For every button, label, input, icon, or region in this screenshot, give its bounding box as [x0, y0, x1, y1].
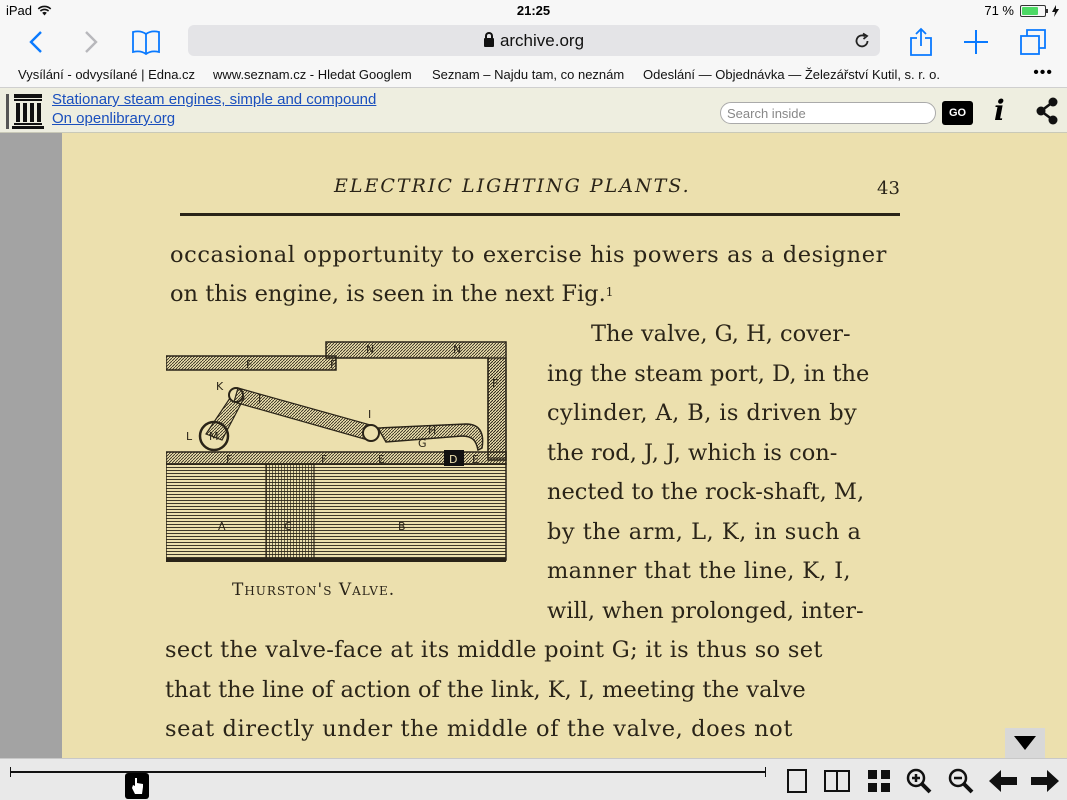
figure-label: I	[368, 408, 372, 421]
book-page	[62, 133, 1067, 758]
share-icon[interactable]	[905, 26, 937, 58]
previous-page-icon[interactable]	[988, 767, 1018, 795]
figure-label: F	[226, 453, 233, 466]
more-bookmarks-icon[interactable]: •••	[1033, 64, 1053, 81]
figure-label: N	[453, 343, 462, 356]
chevron-right-icon[interactable]	[75, 26, 107, 58]
address-bar[interactable]	[188, 25, 880, 56]
tabs-icon[interactable]	[1017, 26, 1049, 58]
plus-icon[interactable]	[960, 26, 992, 58]
text-line: occasional opportunity to exercise his powers as a designer	[170, 242, 887, 268]
clock: 21:25	[516, 3, 551, 18]
battery-percent: 71 %	[984, 3, 1014, 18]
figure-label: B	[398, 520, 406, 533]
figure-label: A	[218, 520, 226, 533]
thurstons-valve-figure	[166, 340, 512, 570]
figure-label: D	[449, 453, 458, 466]
one-page-view-icon[interactable]	[782, 767, 812, 795]
book-reader	[0, 133, 1067, 758]
figure-label: H	[428, 424, 437, 437]
bookmark-item[interactable]: Seznam – Najdu tam, co neznám	[432, 67, 625, 82]
text-line-content: on this engine, is seen in the next Fig.	[170, 281, 606, 307]
reload-icon[interactable]	[850, 29, 874, 53]
figure-label: L	[186, 430, 193, 443]
text-line: cylinder, A, B, is driven by	[547, 400, 858, 426]
text-line: manner that the line, K, I,	[547, 558, 851, 584]
figure-label: K	[216, 380, 224, 393]
next-page-icon[interactable]	[1030, 767, 1060, 795]
figure-label: M	[209, 430, 219, 443]
device-name: iPad	[6, 3, 33, 18]
hand-pointer-icon[interactable]	[125, 773, 149, 799]
text-line: the rod, J, J, which is con-	[547, 440, 838, 466]
figure-label: F	[321, 453, 328, 466]
figure-label: J	[258, 392, 262, 405]
running-head: ELECTRIC LIGHTING PLANTS.	[334, 175, 691, 197]
text-line: sect the valve-face at its middle point G; it is thus so set	[165, 637, 823, 663]
url-text: archive.org	[499, 30, 585, 50]
archive-header	[0, 88, 1067, 133]
figure-caption: Thurston's Valve.	[232, 580, 396, 600]
text-line: that the line of action of the link, K, I, meeting the valve	[165, 677, 806, 703]
bookmark-item[interactable]: Odeslání — Objednávka — Železářství Kutil, s. r. o.	[643, 67, 940, 82]
page-slider[interactable]	[10, 771, 766, 773]
browser-toolbar	[0, 22, 1067, 62]
share-network-icon[interactable]	[1034, 96, 1060, 126]
figure-label: F	[330, 358, 337, 371]
text-line	[170, 280, 613, 308]
figure-label: F	[492, 377, 499, 390]
figure-label: E	[472, 453, 479, 466]
reader-margin	[0, 133, 62, 758]
figure-label: F	[246, 358, 253, 371]
charging-bolt-icon	[1052, 5, 1059, 17]
bookmark-item[interactable]: www.seznam.cz - Hledat Googlem	[213, 67, 412, 82]
lock-icon	[484, 38, 494, 47]
figure-label: G	[418, 437, 427, 450]
chevron-left-icon[interactable]	[20, 26, 52, 58]
text-line: nected to the rock-shaft, M,	[547, 479, 865, 505]
book-icon[interactable]	[130, 26, 162, 58]
bookmark-item[interactable]: Vysílání - odvysílané | Edna.cz	[18, 67, 196, 82]
text-line: The valve, G, H, cover-	[591, 321, 851, 347]
header-rule	[180, 213, 900, 216]
figure-label: N	[366, 343, 375, 356]
footnote-marker: 1	[605, 285, 614, 299]
zoom-out-icon[interactable]	[946, 767, 976, 795]
text-line: by the arm, L, K, in such a	[547, 519, 862, 545]
status-bar	[0, 0, 1067, 22]
book-title-link[interactable]: Stationary steam engines, simple and compound	[52, 91, 377, 108]
page-number: 43	[877, 178, 900, 199]
internet-archive-logo-icon[interactable]	[4, 90, 46, 130]
two-page-view-icon[interactable]	[822, 767, 852, 795]
figure-label: C	[284, 520, 292, 533]
text-line: will, when prolonged, inter-	[547, 598, 864, 624]
figure-label: E	[378, 453, 385, 466]
text-line: ing the steam port, D, in the	[547, 361, 870, 387]
info-icon[interactable]: i	[994, 94, 1005, 127]
text-line: seat directly under the middle of the valve, does not	[165, 716, 793, 742]
battery-icon	[1020, 5, 1046, 17]
openlibrary-link[interactable]: On openlibrary.org	[52, 110, 176, 127]
zoom-in-icon[interactable]	[904, 767, 934, 795]
go-button[interactable]: GO	[942, 101, 973, 125]
reader-navbar	[0, 758, 1067, 800]
search-inside-input[interactable]	[720, 102, 936, 124]
triangle-down-icon[interactable]	[1005, 728, 1045, 758]
bookmarks-bar	[0, 62, 1067, 88]
thumbnail-view-icon[interactable]	[864, 767, 894, 795]
